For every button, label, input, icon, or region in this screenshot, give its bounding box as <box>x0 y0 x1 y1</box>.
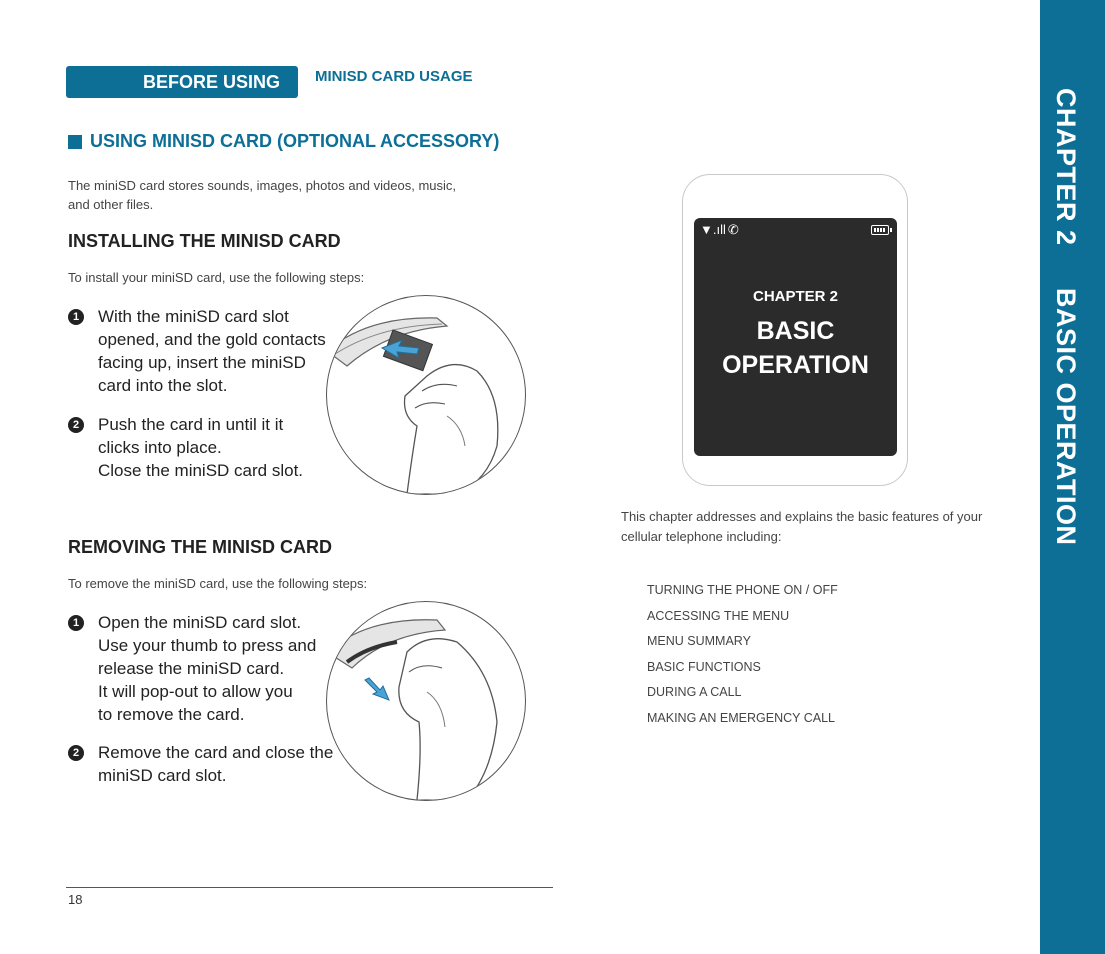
section-intro: The miniSD card stores sounds, images, photos and videos, music, and other files. <box>68 178 457 212</box>
remove-step-2 <box>68 741 333 787</box>
step-number-icon: 2 <box>68 745 84 761</box>
remove-illustration <box>326 601 526 801</box>
remove-step-1 <box>68 611 316 726</box>
breadcrumb: MINISD CARD USAGE <box>315 68 473 85</box>
installing-title: INSTALLING THE MINISD CARD <box>68 231 341 251</box>
list-item: BASIC FUNCTIONS <box>647 659 761 674</box>
install-step-1-text: With the miniSD card slot opened, and the gold contacts facing up, insert the miniSD card into the slot. <box>98 307 326 395</box>
list-item: TURNING THE PHONE ON / OFF <box>647 583 838 597</box>
list-item: MENU SUMMARY <box>647 634 751 649</box>
step-number-icon: 1 <box>68 309 84 325</box>
step-number-icon: 2 <box>68 417 84 433</box>
list-item: MAKING AN EMERGENCY CALL <box>647 710 836 725</box>
hand-illustration-icon <box>327 602 525 800</box>
call-icon: ✆ <box>727 222 739 237</box>
section-title <box>68 131 499 152</box>
section-tab <box>66 66 298 98</box>
sidebar-chapter: CHAPTER 2 <box>1051 88 1081 246</box>
section-title-text: USING MINISD CARD (OPTIONAL ACCESSORY) <box>90 131 500 151</box>
status-bar <box>700 222 739 238</box>
page-number: 18 <box>68 892 83 907</box>
install-step-2-text: Push the card in until it it clicks into place. Close the miniSD card slot. <box>98 415 304 480</box>
screen-chapter: CHAPTER 2 <box>752 288 838 305</box>
footer-rule <box>66 887 553 888</box>
install-illustration <box>326 295 526 495</box>
chapter-contents <box>647 578 838 732</box>
install-step-2 <box>68 413 303 482</box>
removing-title: REMOVING THE MINISD CARD <box>68 537 333 557</box>
sidebar-title <box>1050 88 1081 545</box>
install-step-1 <box>68 305 326 397</box>
sidebar-chapter-title: BASIC OPERATION <box>1051 287 1081 546</box>
removing-lead: To remove the miniSD card, use the following steps: <box>68 576 368 591</box>
screen-title: BASIC OPERATION <box>722 317 869 379</box>
remove-step-1-text: Open the miniSD card slot. Use your thumb to press and release the miniSD card. It will pop-out to allow you to remove the card. <box>98 613 317 724</box>
installing-lead: To install your miniSD card, use the following steps: <box>68 270 365 285</box>
battery-icon <box>871 225 889 235</box>
chapter-intro: This chapter addresses and explains the basic features of your cellular telephone including: <box>621 509 983 544</box>
remove-step-2-text: Remove the card and close the miniSD card slot. <box>98 743 334 785</box>
step-number-icon: 1 <box>68 615 84 631</box>
list-item: ACCESSING THE MENU <box>647 608 790 623</box>
list-item: DURING A CALL <box>647 685 742 700</box>
section-tab-label: BEFORE USING <box>142 71 280 92</box>
square-bullet-icon <box>68 135 82 149</box>
hand-illustration-icon <box>327 296 525 494</box>
signal-icon: ▼.ıll <box>700 222 726 237</box>
